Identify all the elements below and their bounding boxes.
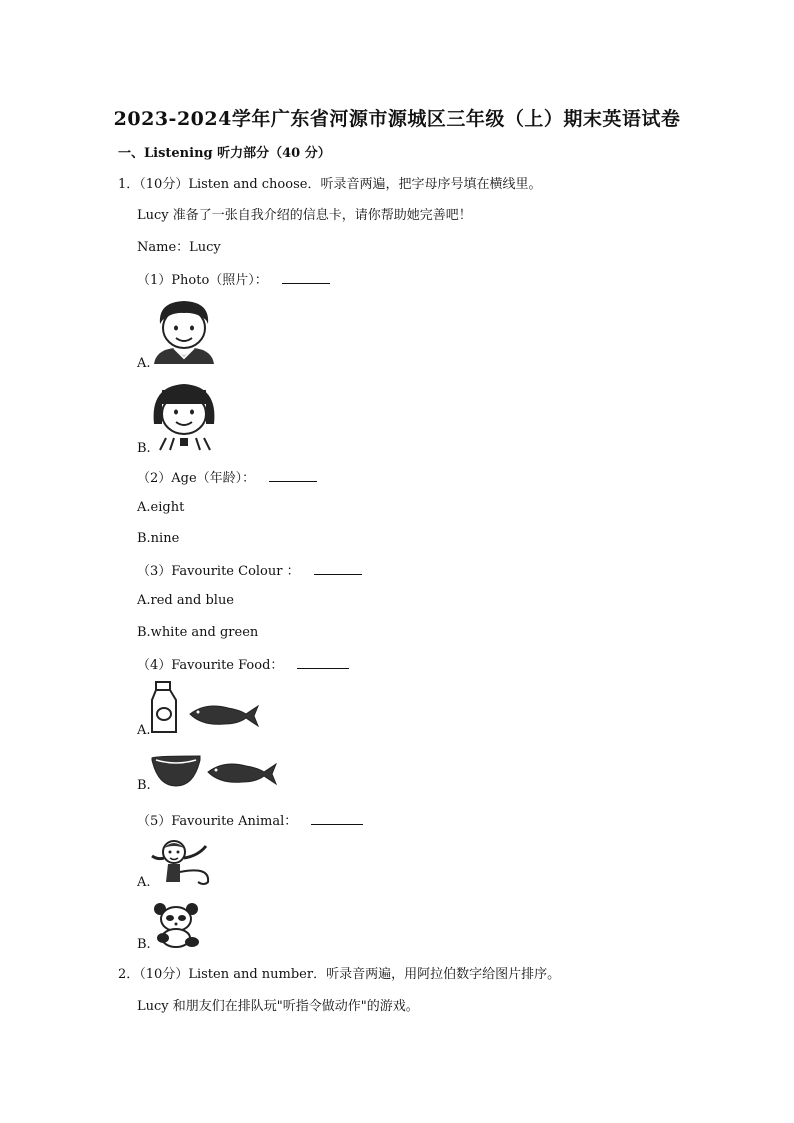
milk-bottle-and-fish-icon (150, 680, 262, 736)
answer-blank-age[interactable] (269, 469, 317, 482)
question-1-stem: 1．（10分）Listen and choose．听录音两遍，把字母序号填在横线里。 (118, 177, 542, 192)
boy-portrait-icon (150, 298, 220, 366)
option-photo-b: B. (137, 441, 151, 456)
section-heading-listening: 一、Listening 听力部分（40 分） (118, 146, 331, 161)
item-age-prompt (137, 469, 317, 487)
question-2-intro: Lucy 和朋友们在排队玩"听指令做动作"的游戏。 (137, 999, 419, 1014)
answer-blank-food[interactable] (297, 656, 349, 669)
panda-icon (152, 902, 202, 948)
item-age-label: （2）Age（年龄）： (137, 471, 256, 486)
option-photo-a: A. (137, 356, 151, 371)
option-food-a: A. (137, 723, 151, 738)
answer-blank-animal[interactable] (311, 812, 363, 825)
option-food-b: B. (137, 778, 151, 793)
answer-blank-colour[interactable] (314, 562, 362, 575)
item-food-prompt (137, 656, 349, 674)
girl-portrait-icon (148, 380, 220, 452)
name-line: Name：Lucy (137, 240, 221, 255)
question-1-intro: Lucy 准备了一张自我介绍的信息卡，请你帮助她完善吧！ (137, 208, 472, 223)
rice-bowl-and-fish-icon (150, 752, 278, 792)
option-age-a: A.eight (137, 500, 185, 515)
page-title: 2023-2024学年广东省河源市源城区三年级（上）期末英语试卷 (113, 108, 681, 130)
option-colour-b: B.white and green (137, 625, 259, 640)
answer-blank-photo[interactable] (282, 271, 330, 284)
monkey-icon (150, 838, 218, 888)
item-animal-label: （5）Favourite Animal： (137, 814, 298, 829)
item-photo-prompt (137, 271, 330, 289)
option-colour-a: A.red and blue (137, 593, 235, 608)
option-age-b: B.nine (137, 531, 180, 546)
item-colour-prompt (137, 562, 362, 580)
item-animal-prompt (137, 812, 363, 830)
question-2-stem: 2．（10分）Listen and number．听录音两遍，用阿拉伯数字给图片排序。 (118, 967, 561, 982)
option-animal-b: B. (137, 937, 151, 952)
item-food-label: （4）Favourite Food： (137, 658, 284, 673)
item-photo-label: （1）Photo（照片）： (137, 273, 268, 288)
item-colour-label: （3）Favourite Colour ： (137, 564, 300, 579)
option-animal-a: A. (137, 875, 151, 890)
